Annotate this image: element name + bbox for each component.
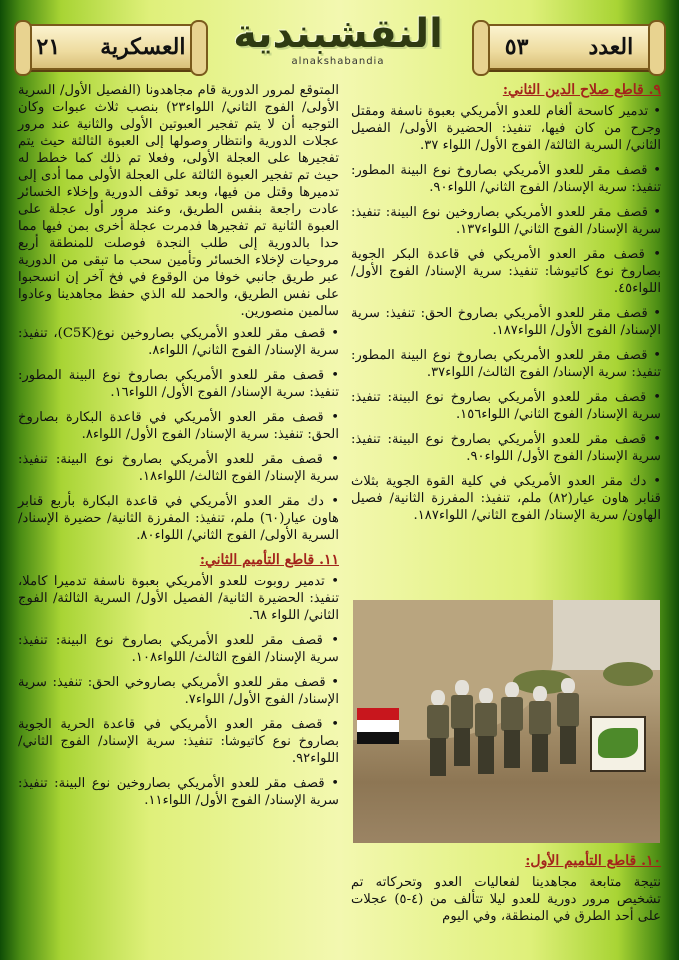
photo-person bbox=[557, 678, 579, 764]
report-item: • قصف مقر للعدو الأمريكي بصاروخ نوع البينة: تنفيذ: سرية الإسناد/ الفوج الثالث/ اللواء١٠٨. bbox=[18, 632, 339, 666]
scroll-curl-right bbox=[190, 20, 208, 76]
header bbox=[0, 0, 679, 84]
scroll-curl-left bbox=[14, 20, 32, 76]
report-item: • قصف مقر للعدو الأمريكي بصاروخين نوع(C5K)، تنفيذ: سرية الإسناد/ الفوج الثاني/ اللواء٨. bbox=[18, 325, 339, 359]
flag-icon bbox=[357, 708, 399, 744]
issue-scroll bbox=[482, 24, 656, 70]
report-item: • قصف مقر للعدو الأمريكي بصاروخ نوع البينة: تنفيذ: سرية الإسناد/ الفوج الأول/ اللواء٩٠. bbox=[351, 431, 661, 465]
report-item: • قصف مقر للعدو الأمريكي بصاروخين نوع البينة: تنفيذ: سرية الإسناد/ الفوج الثاني/ اللواء١٣٧. bbox=[351, 204, 661, 238]
report-item: • قصف مقر العدو الأمريكي في قاعدة البكارة بصاروخ الحق: تنفيذ: سرية الإسناد/ الفوج الأول/ اللواء٨. bbox=[18, 409, 339, 443]
report-item: • قصف مقر العدو الأمريكي في قاعدة البكر الجوية بصاروخ نوع كاتيوشا: تنفيذ: سرية الإسناد/ الفوج الأول/ اللواء٤٥. bbox=[351, 246, 661, 297]
report-item: • قصف مقر للعدو الأمريكي بصاروخ نوع البينة المطور: تنفيذ: سرية الإسناد/ الفوج الأول/ اللواء١٦. bbox=[18, 367, 339, 401]
left-column bbox=[18, 82, 339, 817]
fighters-photo bbox=[353, 600, 660, 843]
photo-person bbox=[451, 680, 473, 766]
report-item: • قصف مقر العدو الأمريكي في قاعدة الحرية الجوية بصاروخ نوع كاتيوشا: تنفيذ: سرية الإسناد/ الفوج الثاني/ اللواء٩٢. bbox=[18, 716, 339, 767]
report-item: • قصف مقر للعدو الأمريكي بصاروخ نوع البينة المطور: تنفيذ: سرية الإسناد/ الفوج الثاني/ اللواء٩٠. bbox=[351, 162, 661, 196]
scroll-curl-left bbox=[472, 20, 490, 76]
right-column-bottom bbox=[351, 853, 661, 930]
report-item: • قصف مقر للعدو الأمريكي بصاروخي الحق: تنفيذ: سرية الإسناد/ الفوج الأول/ اللواء٧. bbox=[18, 674, 339, 708]
report-item: • تدمير روبوت للعدو الأمريكي بعبوة ناسفة تدميرا كاملا، تنفيذ: الحضيرة الثانية/ الفصيل الأول/ السرية الثالثة/ الفوج الثاني/ اللواء ٦٨. bbox=[18, 573, 339, 624]
photo-person bbox=[501, 682, 523, 768]
issue-number: ٥٣ bbox=[504, 34, 529, 60]
report-item: • قصف مقر للعدو الأمريكي بصاروخ نوع البينة: تنفيذ: سرية الإسناد/ الفوج الثالث/ اللواء١٨. bbox=[18, 451, 339, 485]
report-item: • تدمير كاسحة ألغام للعدو الأمريكي بعبوة ناسفة ومقتل وجرح من كان فيها، تنفيذ: الحضيرة الأولى/ الفصيل الثاني/ السرية الثالثة/ الفوج الأول/ اللواء ٣٧. bbox=[351, 103, 661, 154]
report-item: • دك مقر العدو الأمريكي في قاعدة البكارة بأربع قنابر هاون عيار(٦٠) ملم، تنفيذ: المفرزة الثانية/ حضيرة الإسناد/ السرية الأولى/ الفوج الثاني/ اللواء٨٠. bbox=[18, 493, 339, 544]
section-scroll bbox=[24, 24, 198, 70]
magazine-logo bbox=[233, 8, 443, 78]
logo-subtitle: alnakshabandia bbox=[291, 56, 385, 67]
report-item: • دك مقر العدو الأمريكي في كلية القوة الجوية بثلاث قنابر هاون عيار(٨٢) ملم، تنفيذ: المفرزة الثانية/ فصيل الهاون/ سرية الإسناد/ الفوج الثاني/ اللواء١٨٧. bbox=[351, 473, 661, 524]
logo-title: النقشبندية bbox=[233, 11, 443, 57]
section-9-title: ٩. قاطع صلاح الدين الثاني: bbox=[502, 82, 661, 98]
scroll-curl-right bbox=[648, 20, 666, 76]
photo-bush bbox=[603, 662, 653, 686]
issue-label: العدد bbox=[588, 34, 634, 60]
section-10-title: ١٠. قاطع التأميم الأول: bbox=[525, 853, 661, 869]
emblem-banner bbox=[590, 716, 646, 772]
section-11-title: ١١. قاطع التأميم الثاني: bbox=[199, 552, 339, 568]
section-category: العسكرية bbox=[100, 34, 186, 60]
photo-person bbox=[529, 686, 551, 772]
report-item: • قصف مقر للعدو الأمريكي بصاروخين نوع البينة: تنفيذ: سرية الإسناد/ الفوج الأول/ اللواء١١. bbox=[18, 775, 339, 809]
report-item: • قصف مقر للعدو الأمريكي بصاروخ الحق: تنفيذ: سرية الإسناد/ الفوج الأول/ اللواء١٨٧. bbox=[351, 305, 661, 339]
right-column bbox=[351, 82, 661, 532]
continued-paragraph: المتوقع لمرور الدورية قام مجاهدونا (الفصيل الأول/ السرية الأولى/ الفوج الثاني/ اللواء٢٣) بنصب ثلاث عبوات وكان التوجيه أن لا يتم تفجير العبوتين الأولى والثانية عند مرور عجلات الدورية وانتظار وصولها إلى العبوة الثالثة حيث يتم تفجيرها على العجلة الأولى، وفعلا تم ذلك كما خطط له حيث تم تفجير العبوة الثالثة على العجلة الأولى مما أدى إلى تدميرها وقتل من فيها، وبعد توقف الدورية وإخلاء الخسائر عادت راجعة بنفس الطريق، وعند مرور أول عجلة على العبوة الثانية تم تفجيرها فدمرت عجلة أخرى بمن فيها مما حدا بالدورية إلى طلب النجدة فوصلت للمنطقة أربع مروحيات لإخلاء الخسائر وتأمين سحب ما تبقى من الدورية عبر طريق جانبي خوفا من الوقوع في فخ آخر إن انسحبوا على نفس الطريق، والحمد لله الذي حفظ مجاهدينا وعادوا سالمين منصورين. bbox=[18, 83, 339, 319]
report-item: • قصف مقر للعدو الأمريكي بصاروخ نوع البينة المطور: تنفيذ: سرية الإسناد/ الفوج الثالث/ اللواء٣٧. bbox=[351, 347, 661, 381]
page-number: ٢١ bbox=[36, 34, 61, 60]
report-item: • قصف مقر للعدو الأمريكي بصاروخ نوع البينة: تنفيذ: سرية الإسناد/ الفوج الثاني/ اللواء١٥٦. bbox=[351, 389, 661, 423]
photo-person bbox=[475, 688, 497, 774]
photo-person bbox=[427, 690, 449, 776]
section-10-text: نتيجة متابعة مجاهدينا لفعاليات العدو وتحركاته تم تشخيص مرور دورية للعدو ليلا تتألف من (٤-٥) عجلات على أحد الطرق في المنطقة، وفي اليوم bbox=[351, 875, 661, 924]
